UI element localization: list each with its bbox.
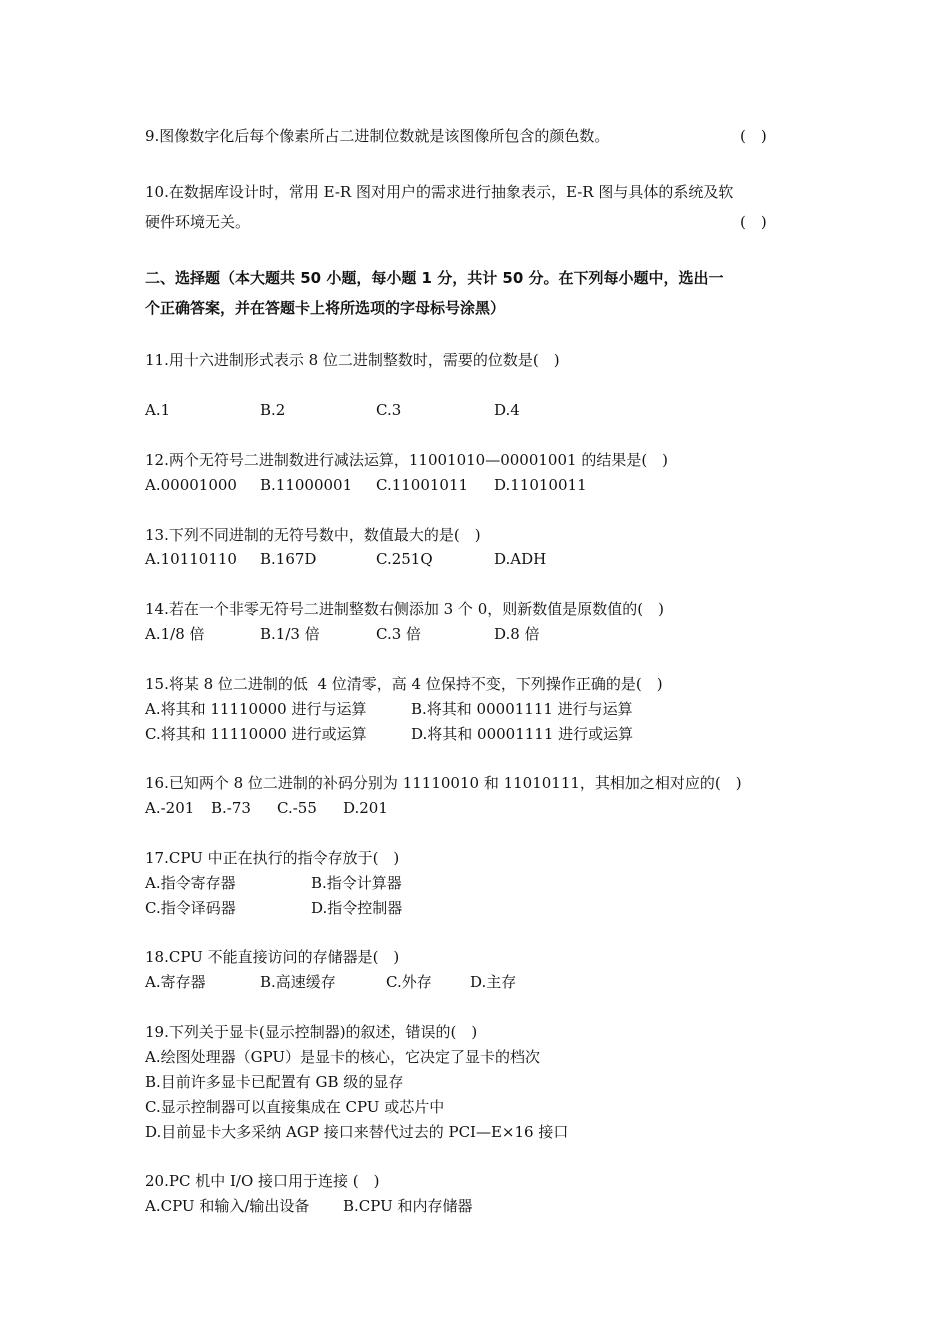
question-11-option-d: D.4 bbox=[494, 401, 520, 419]
question-17-stem: 17.CPU 中正在执行的指令存放于( ) bbox=[145, 849, 400, 867]
question-19-stem: 19.下列关于显卡(显示控制器)的叙述，错误的( ) bbox=[145, 1023, 478, 1041]
question-15-option-b: B.将其和 00001111 进行与运算 bbox=[411, 700, 633, 718]
question-13-option-d: D.ADH bbox=[494, 550, 547, 568]
question-18-option-a: A.寄存器 bbox=[145, 973, 206, 991]
question-10-answer-paren: ( ) bbox=[740, 213, 767, 231]
question-17-option-a: A.指令寄存器 bbox=[145, 874, 236, 892]
question-15-stem: 15.将某 8 位二进制的低 4 位清零，高 4 位保持不变，下列操作正确的是( ) bbox=[145, 675, 663, 693]
question-10-line-2: 硬件环境无关。 bbox=[145, 213, 251, 231]
question-10-line-1: 10.在数据库设计时，常用 E-R 图对用户的需求进行抽象表示，E-R 图与具体的系统及软 bbox=[145, 183, 734, 201]
question-11-option-b: B.2 bbox=[260, 401, 286, 419]
question-11-option-c: C.3 bbox=[376, 401, 402, 419]
question-19-option-c: C.显示控制器可以直接集成在 CPU 或芯片中 bbox=[145, 1098, 445, 1116]
question-12-stem: 12.两个无符号二进制数进行减法运算，11001010—00001001 的结果是( ) bbox=[145, 451, 669, 469]
question-19-option-a: A.绘图处理器（GPU）是显卡的核心，它决定了显卡的档次 bbox=[145, 1048, 541, 1066]
question-18-option-d: D.主存 bbox=[470, 973, 517, 991]
question-16-option-d: D.201 bbox=[343, 799, 388, 817]
question-17-option-b: B.指令计算器 bbox=[311, 874, 402, 892]
question-13-option-a: A.10110110 bbox=[145, 550, 237, 568]
question-20-stem: 20.PC 机中 I/O 接口用于连接 ( ) bbox=[145, 1172, 380, 1190]
question-14-stem: 14.若在一个非零无符号二进制整数右侧添加 3 个 0，则新数值是原数值的( ) bbox=[145, 600, 664, 618]
question-12-option-d: D.11010011 bbox=[494, 476, 587, 494]
question-12-option-b: B.11000001 bbox=[260, 476, 353, 494]
question-19-option-d: D.目前显卡大多采纳 AGP 接口来替代过去的 PCI—E×16 接口 bbox=[145, 1123, 569, 1141]
question-19-option-b: B.目前许多显卡已配置有 GB 级的显存 bbox=[145, 1073, 404, 1091]
question-20-option-b: B.CPU 和内存储器 bbox=[343, 1197, 473, 1215]
question-18-option-b: B.高速缓存 bbox=[260, 973, 336, 991]
question-12-option-c: C.11001011 bbox=[376, 476, 469, 494]
section-2-heading-line-2: 个正确答案，并在答题卡上将所选项的字母标号涂黑） bbox=[145, 299, 506, 317]
question-20-option-a: A.CPU 和输入/输出设备 bbox=[145, 1197, 310, 1215]
question-13-stem: 13.下列不同进制的无符号数中，数值最大的是( ) bbox=[145, 526, 481, 544]
question-11-option-a: A.1 bbox=[145, 401, 171, 419]
question-12-option-a: A.00001000 bbox=[145, 476, 237, 494]
question-17-option-c: C.指令译码器 bbox=[145, 899, 236, 917]
question-15-option-d: D.将其和 00001111 进行或运算 bbox=[411, 725, 634, 743]
question-18-stem: 18.CPU 不能直接访问的存储器是( ) bbox=[145, 948, 400, 966]
question-15-option-c: C.将其和 11110000 进行或运算 bbox=[145, 725, 367, 743]
question-14-option-a: A.1/8 倍 bbox=[145, 625, 205, 643]
question-14-option-d: D.8 倍 bbox=[494, 625, 540, 643]
question-9-answer-paren: ( ) bbox=[740, 127, 767, 145]
question-16-option-b: B.-73 bbox=[211, 799, 251, 817]
question-14-option-c: C.3 倍 bbox=[376, 625, 422, 643]
question-18-option-c: C.外存 bbox=[386, 973, 432, 991]
question-9-text: 9.图像数字化后每个像素所占二进制位数就是该图像所包含的颜色数。 bbox=[145, 127, 610, 145]
question-11-stem: 11.用十六进制形式表示 8 位二进制整数时，需要的位数是( ) bbox=[145, 351, 560, 369]
question-15-option-a: A.将其和 11110000 进行与运算 bbox=[145, 700, 367, 718]
question-16-option-c: C.-55 bbox=[277, 799, 317, 817]
question-14-option-b: B.1/3 倍 bbox=[260, 625, 320, 643]
section-2-heading-line-1: 二、选择题（本大题共 50 小题，每小题 1 分，共计 50 分。在下列每小题中，选出一 bbox=[145, 269, 724, 287]
question-13-option-b: B.167D bbox=[260, 550, 317, 568]
question-17-option-d: D.指令控制器 bbox=[311, 899, 403, 917]
question-13-option-c: C.251Q bbox=[376, 550, 433, 568]
question-16-option-a: A.-201 bbox=[145, 799, 195, 817]
question-16-stem: 16.已知两个 8 位二进制的补码分别为 11110010 和 11010111，其相加之相对应的( ) bbox=[145, 774, 742, 792]
